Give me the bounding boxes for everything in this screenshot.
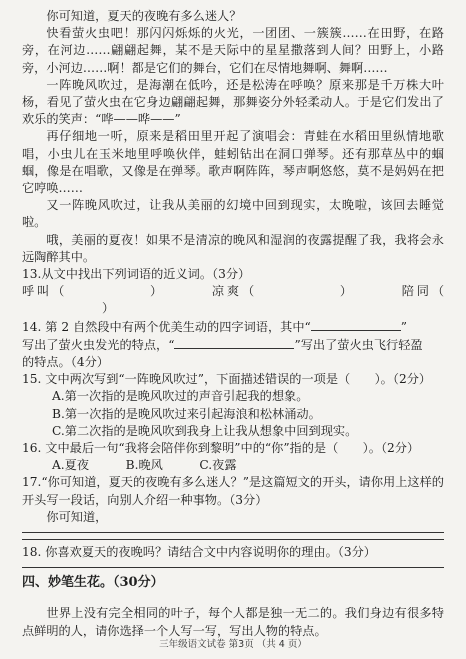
q16-options: A.夏夜 B.晚风 C.夜露 [52, 458, 237, 473]
q14-answer-blank-2[interactable] [174, 336, 294, 349]
question-18: 18. 你喜欢夏天的夜晚吗？请结合文中内容说明你的理由。（3分） [22, 545, 376, 560]
passage-paragraph-1: 你可知道，夏天的夜晚有多么迷人？ [46, 9, 242, 23]
q14-answer-blank-1[interactable] [311, 318, 401, 331]
q13-item-2-open: 凉爽（ [211, 284, 258, 299]
q17-answer-line-2[interactable] [22, 539, 444, 540]
question-13-items [22, 283, 444, 317]
q18-answer-line[interactable] [22, 567, 444, 568]
question-14 [22, 318, 444, 372]
q17-prompt: 你可知道， [46, 509, 108, 524]
q14-line3: 的特点。（4分） [22, 355, 109, 370]
page-footer: 三年级语文试卷 第3页 （共 4 页） [159, 639, 307, 650]
passage-paragraph-3: 一阵晚风吹过，是海潮在低吟，还是松涛在呼唤？原来那是千万株大叶杨，看见了萤火虫在它身边翩翩起舞，那舞姿分外轻柔动人。于是它们发出了欢乐的笑声：“哗——哗——” [22, 77, 444, 127]
question-16: 16. 文中最后一句“我将会陪伴你到黎明”中的“你”指的是（ ）。（2分） [22, 441, 420, 456]
question-17: 17.“你可知道，夏天的夜晚有多么迷人？”是这篇短文的开头，请你用上这样的开头写一段话，向别人介绍一种事物。（3分） [22, 475, 444, 507]
q13-item-2-close: ） [337, 284, 355, 299]
q17-answer-line-1[interactable] [22, 532, 444, 533]
q14-line1-start: 14. 第 2 自然段中有两个优美生动的四字词语，其中“ [22, 319, 311, 334]
passage-paragraph-6: 哦，美丽的夏夜！如果不是清凉的晚风和湿润的夜露提醒了我，我将会永远陶醉其中。 [22, 232, 444, 264]
question-13: 13.从文中找出下列词语的近义词。（3分） [22, 267, 251, 282]
q15-option-c: C.第二次指的是晚风吹到我身上让我从想象中回到现实。 [52, 423, 358, 438]
q14-line2-start: 写出了萤火虫发光的特点，“ [22, 337, 175, 352]
q15-option-b: B.第一次指的是晚风吹过来引起海浪和松林涌动。 [52, 406, 321, 421]
q15-option-a: A.第一次指的是晚风吹过的声音引起我的想象。 [52, 389, 309, 404]
section-4-heading: 四、妙笔生花。（30分） [22, 575, 164, 591]
question-15: 15. 文中两次写到“一阵晚风吹过”，下面描述错误的一项是（ ）。（2分） [22, 372, 432, 387]
passage-paragraph-5: 又一阵晚风吹过，让我从美丽的幻境中回到现实，太晚啦，该回去睡觉啦。 [22, 198, 444, 230]
passage-paragraph-4: 再仔细地一听，原来是稻田里开起了演唱会：青蛙在水稻田里纵情地歌唱，小虫儿在玉米地里呼唤伙伴，蛙蚓钻出在洞口弹琴。还有那草丛中的蝈蝈，像是在唱歌，又像是在弹琴。歌声啊阵阵，琴声啊悠悠，莫不是妈妈在把它哼唤…… [22, 129, 444, 196]
q14-line2-end: ”写出了萤火虫飞行轻盈 [294, 337, 423, 352]
q13-item-1-open: 呼叫（ [22, 284, 68, 299]
q14-line1-end: ” [400, 319, 407, 334]
q13-item-3-close: ） [102, 301, 115, 316]
section-4-instructions: 世界上没有完全相同的叶子，每个人都是独一无二的。我们身边有很多特点鲜明的人，请你选择一个人写一写，写出人物的特点。 [22, 606, 444, 638]
passage-paragraph-2: 快看萤火虫吧！那闪闪烁烁的火光，一团团、一簇簇……在田野，在路旁，在河边……翩翩起舞，某不是天际中的星星撒落到人间？田野上，小路旁，小河边……啊！都是它们的舞台，它们在尽情地舞啊、舞啊…… [22, 26, 444, 75]
q13-item-1-close: ） [147, 284, 166, 299]
q13-item-3-open: 陪同（ [401, 284, 445, 299]
